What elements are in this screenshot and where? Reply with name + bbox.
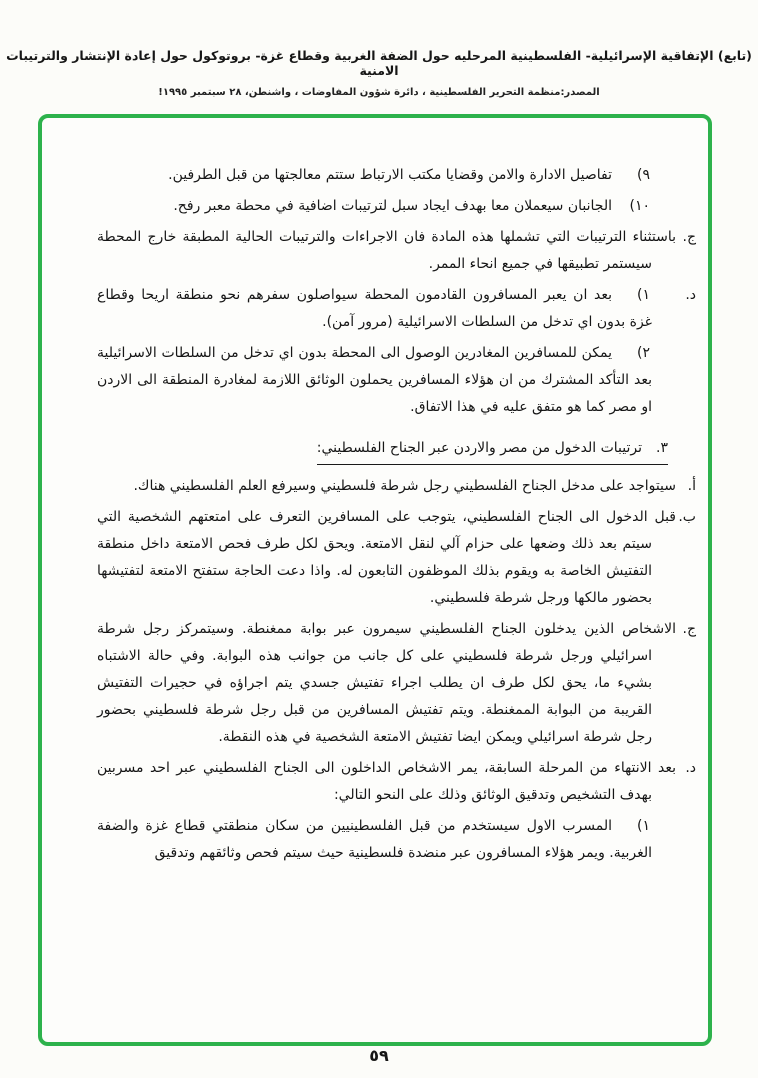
item-text: قبل الدخول الى الجناح الفلسطيني، يتوجب على المسافرين التعرف على امتعتهم الشخصية التي سيتم بعد ذلك وضعها على حزام آلي لنقل الامتعة. ويحق لكل طرف فحص الامتعة داخل منطقة التفتيش الخاصة به ويقوم بذلك الموظفون التابعون له. واذا دعت الحاجة ستفتح الامتعة لتفتيشها بحضور مالكها ورجل شرطة فلسطيني. [97,509,676,606]
page-header [0,48,758,98]
section-heading-underline [317,435,668,465]
section-number-marker: ٣. [656,440,668,456]
item-text: الجانبان سيعملان معا بهدف ايجاد سبل لترتيبات اضافية في محطة معبر رفح. [173,198,612,214]
item-lane-1 [97,813,698,867]
item-letter-marker: د. [685,287,696,303]
item-letter-marker: ج. [682,621,696,637]
item-number-marker: ٢) [637,345,650,361]
item-jeem-2 [97,616,698,751]
item-text: تفاصيل الادارة والامن وقضايا مكتب الارتباط ستتم معالجتها من قبل الطرفين. [168,167,612,183]
item-text: الاشخاص الذين يدخلون الجناح الفلسطيني سيمرون عبر بوابة ممغنطة. وسيتمركز رجل شرطة اسرائيلي ورجل شرطة فلسطيني على كل جانب من جوانب هذه البوابة. وفي حالة الاشتباه بشيء ما، يحق لكل طرف ان يطلب اجراء تفتيش جسدي يتم اجراؤه في حجيرات التفتيش القريبة من البوابة الممغنطة. ويتم تفتيش المسافرين من قبل رجل شرطة فلسطيني بحضور رجل شرطة اسرائيلي ويمكن ايضا تفتيش الامتعة الشخصية في هذه النقطة. [97,621,676,745]
content-border-box [38,114,712,1046]
item-text: بعد الانتهاء من المرحلة السابقة، يمر الاشخاص الداخلون الى الجناح الفلسطيني عبر احد مسربين بهدف التشخيص وتدقيق الوثائق وذلك على النحو التالي: [97,760,676,803]
item-ba [97,504,698,612]
section-heading-text: ترتيبات الدخول من مصر والاردن عبر الجناح الفلسطيني: [316,440,643,456]
page-number: ٥٩ [369,1046,389,1065]
item-dal-sub-1 [97,282,698,336]
section-3-heading [97,435,668,465]
item-10 [97,193,698,220]
item-number-marker: ١) [637,287,650,303]
item-number-marker: ١٠) [629,198,650,214]
document-title: (تابع) الإتفاقية الإسرائيلية- الفلسطينية المرحليه حول الضفة الغربية وقطاع غزة- بروتوكول حول إعادة الإنتشار والترتيبات الامنية [6,48,752,78]
document-source-line: المصدر:منظمة التحرير الفلسطينية ، دائرة شؤون المفاوضات ، واشنطن، ٢٨ سبتمبر ١٩٩٥! [158,87,600,98]
item-text: يمكن للمسافرين المغادرين الوصول الى المحطة بدون اي تدخل من السلطات الاسرائيلية بعد التأكد المشترك من ان هؤلاء المسافرين يحملون الوثائق اللازمة لمغادرة المنطقة الى الاردن او مصر كما هو متفق عليه في هذا الاتفاق. [97,345,652,415]
item-sub-2 [97,340,698,421]
item-letter-marker: د. [685,760,696,776]
document-body [42,118,708,1042]
item-9 [97,162,698,189]
item-letter-marker: أ. [687,478,696,494]
item-letter-marker: ب. [678,509,696,525]
item-text: بعد ان يعبر المسافرون القادمون المحطة سيواصلون سفرهم نحو منطقة اريحا وقطاع غزة بدون اي تدخل من السلطات الاسرائيلية (مرور آمن). [97,287,652,330]
item-jeem [97,224,698,278]
item-number-marker: ٩) [637,167,650,183]
item-alef [97,473,698,500]
item-letter-marker: ج. [682,229,696,245]
item-number-marker: ١) [637,818,650,834]
item-text: المسرب الاول سيستخدم من قبل الفلسطينيين من سكان منطقتي قطاع غزة والضفة الغربية. ويمر هؤلاء المسافرون عبر منضدة فلسطينية حيث سيتم فحص وثائقهم وتدقيق [97,818,652,861]
item-text: باستثناء الترتيبات التي تشملها هذه المادة فان الاجراءات والترتيبات الحالية المطبقة خارج المحطة سيستمر تطبيقها في جميع انحاء الممر. [97,229,676,272]
item-text: سيتواجد على مدخل الجناح الفلسطيني رجل شرطة فلسطيني وسيرفع العلم الفلسطيني هناك. [133,478,676,494]
item-dal-2 [97,755,698,809]
